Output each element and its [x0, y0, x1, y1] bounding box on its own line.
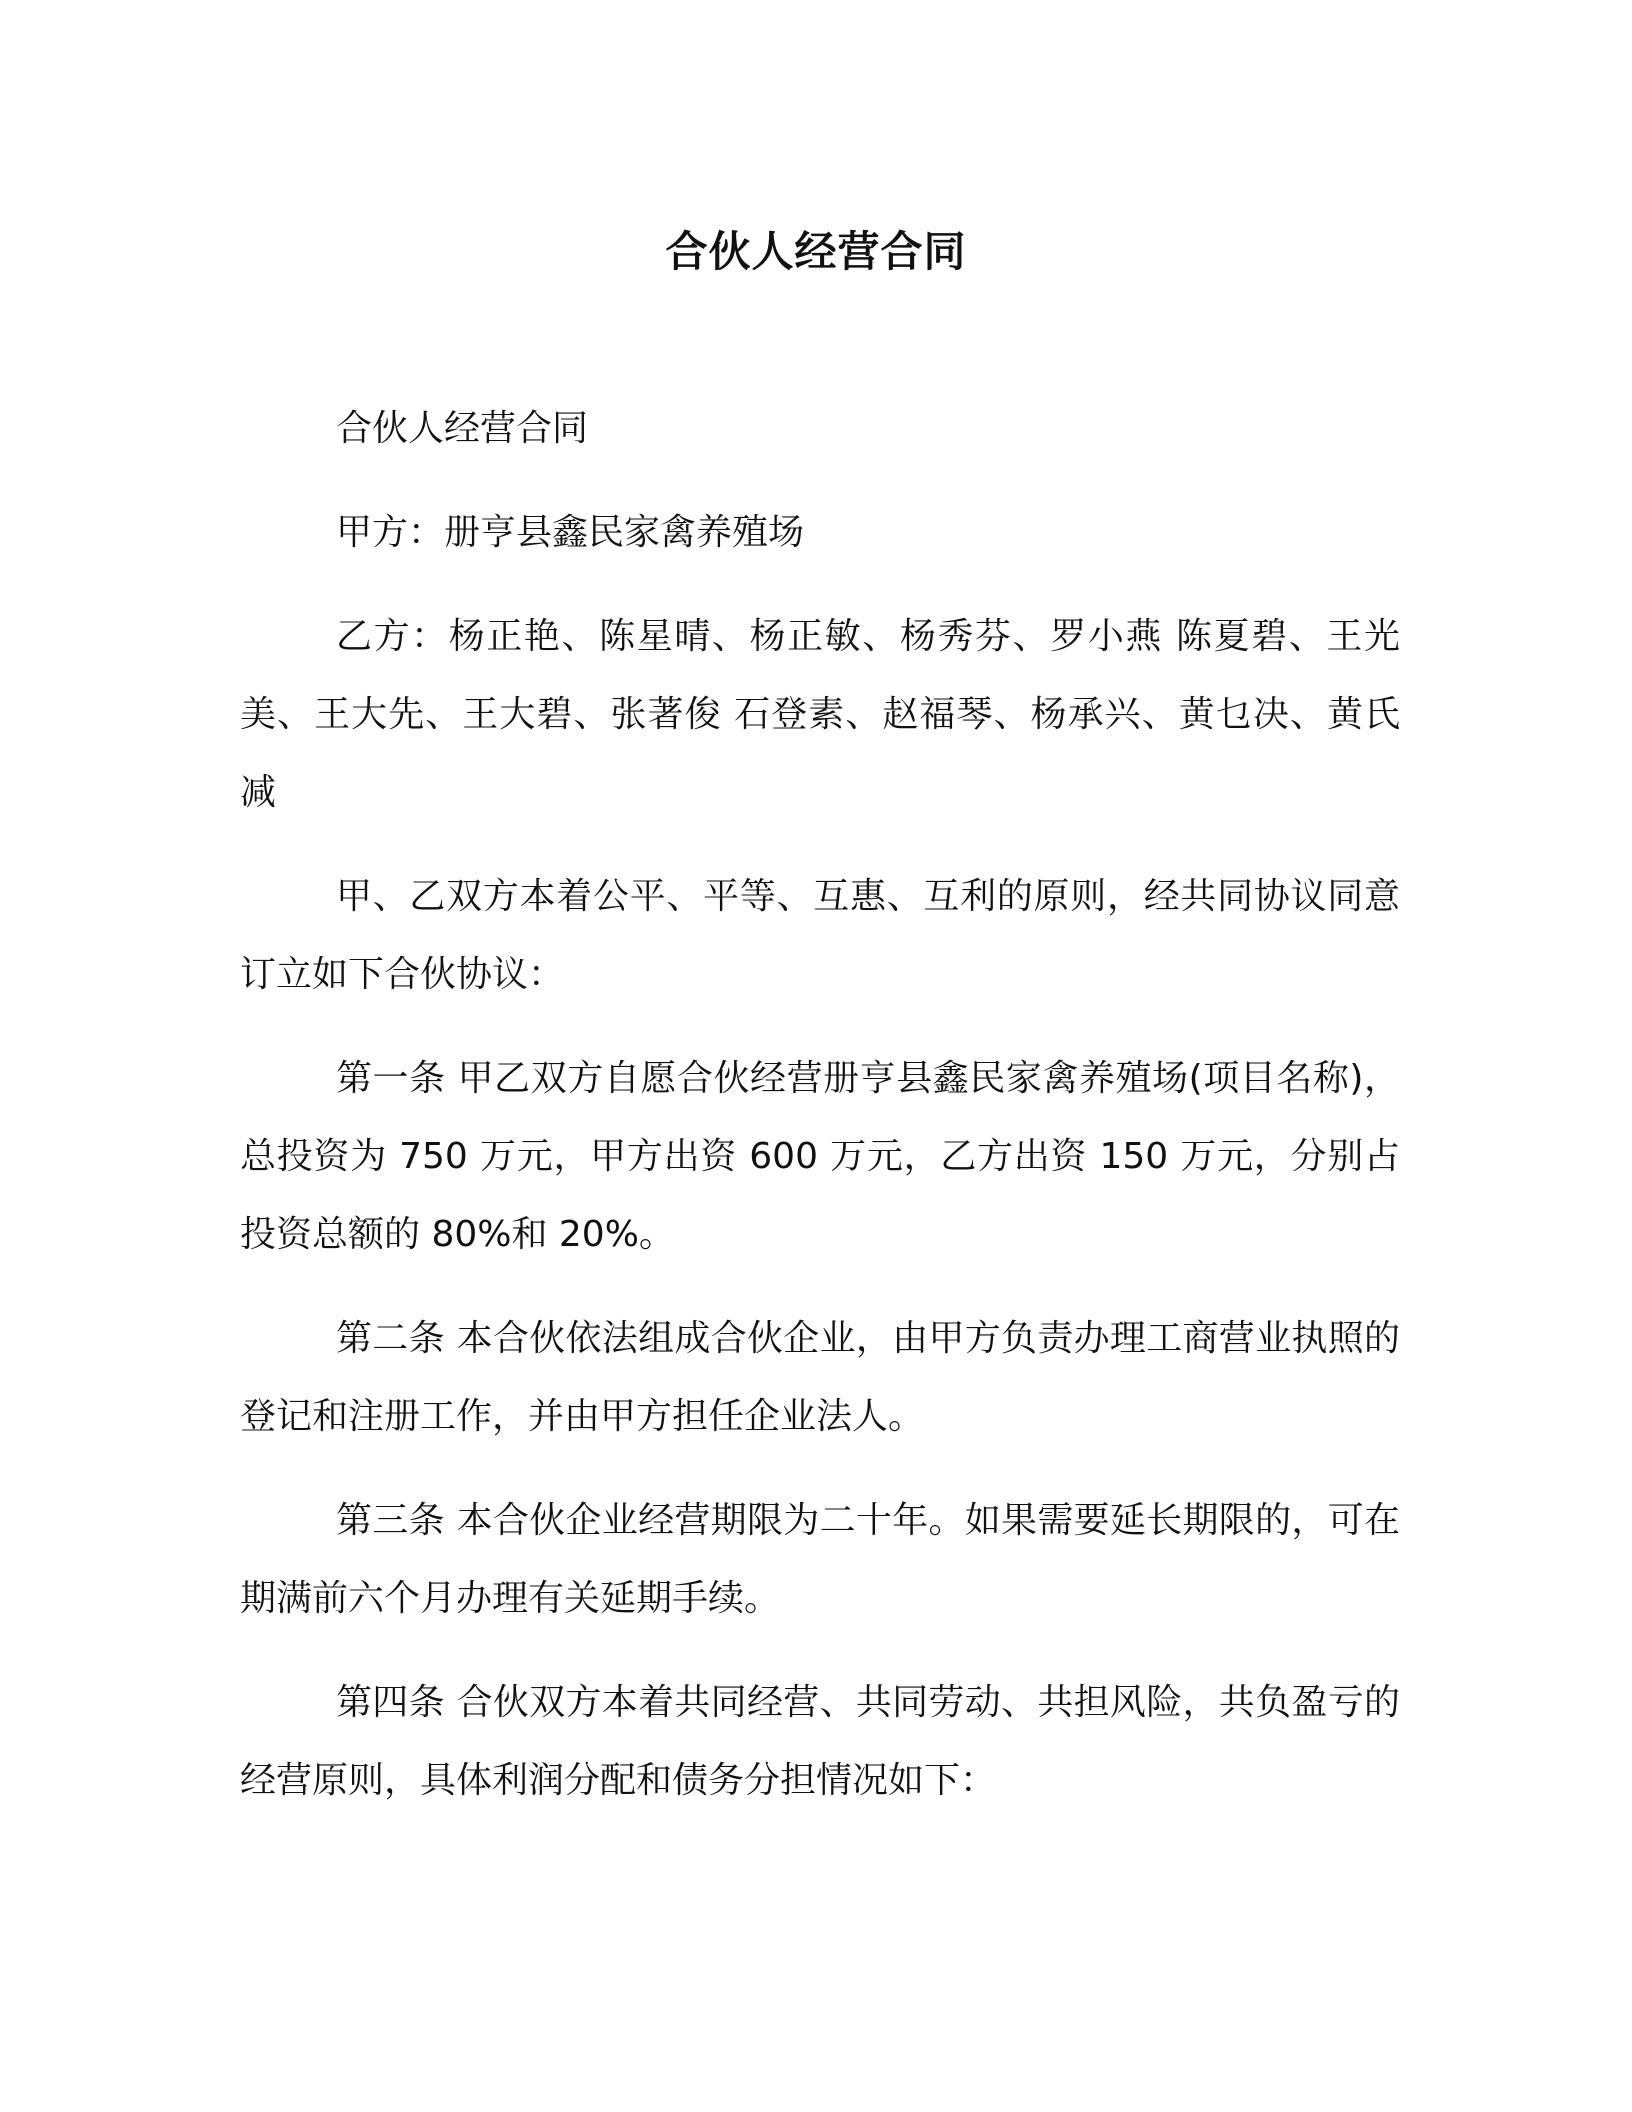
paragraph-party-a: 甲方：册亨县鑫民家禽养殖场 [336, 512, 805, 553]
paragraph-article-4: 第四条 合伙双方本着共同经营、共同劳动、共担风险，共负盈亏的经营原则，具体利润分配和债务分担情况如下： [240, 1682, 1400, 1801]
paragraph-preamble: 甲、乙双方本着公平、平等、互惠、互利的原则，经共同协议同意订立如下合伙协议： [240, 876, 1400, 995]
paragraph-party-b: 乙方：杨正艳、陈星晴、杨正敏、杨秀芬、罗小燕 陈夏碧、王光美、王大先、王大碧、张著俊 石登素、赵福琴、杨承兴、黄乜决、黄氏减 [240, 616, 1400, 813]
paragraph-subtitle: 合伙人经营合同 [336, 408, 589, 449]
document-body [240, 390, 1400, 1846]
paragraph-article-3: 第三条 本合伙企业经营期限为二十年。如果需要延长期限的，可在期满前六个月办理有关延期手续。 [240, 1500, 1400, 1619]
paragraph-article-1: 第一条 甲乙双方自愿合伙经营册亨县鑫民家禽养殖场(项目名称)，总投资为 750 万元，甲方出资 600 万元，乙方出资 150 万元，分别占投资总额的 80%和 20%。 [240, 1058, 1400, 1255]
document-title: 合伙人经营合同 [665, 227, 967, 276]
paragraph-article-2: 第二条 本合伙依法组成合伙企业，由甲方负责办理工商营业执照的登记和注册工作，并由甲方担任企业法人。 [240, 1318, 1400, 1437]
